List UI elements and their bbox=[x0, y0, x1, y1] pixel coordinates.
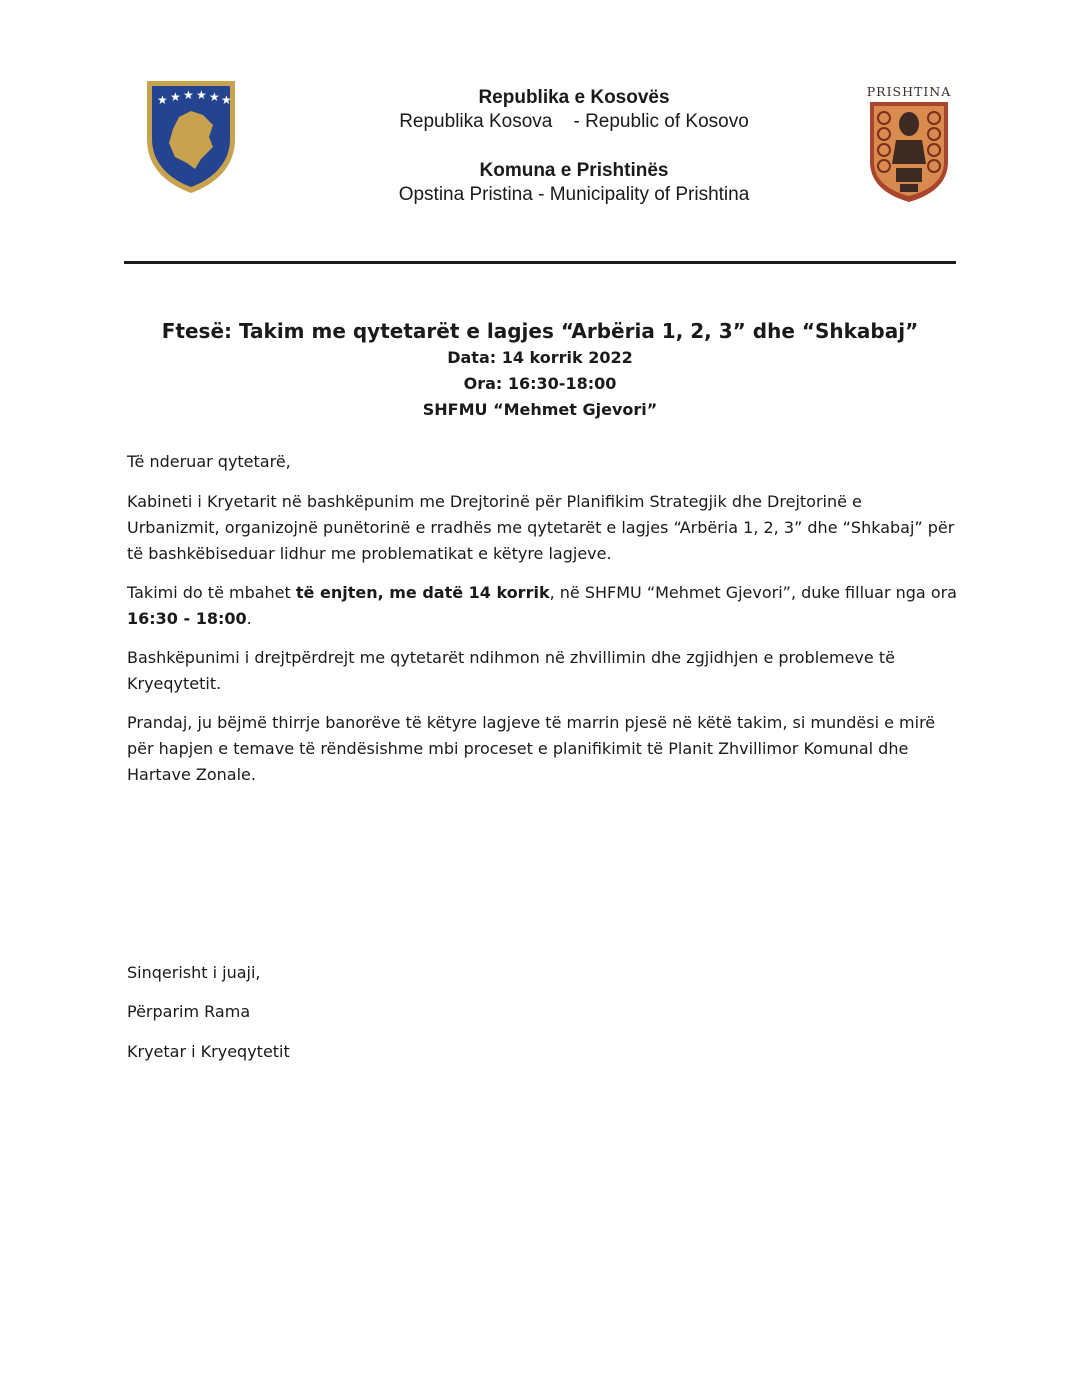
svg-text:★: ★ bbox=[196, 88, 207, 102]
kosovo-coat-of-arms-icon bbox=[143, 77, 239, 197]
republic-name-serbian-english: Republika Kosova - Republic of Kosovo bbox=[399, 111, 749, 132]
meeting-venue: SHFMU “Mehmet Gjevori” bbox=[422, 400, 658, 419]
header-divider bbox=[124, 261, 956, 264]
prishtina-emblem-icon bbox=[866, 84, 952, 204]
signatory-position: Kryetar i Kryeqytetit bbox=[127, 1042, 290, 1061]
paragraph-3: Bashkëpunimi i drejtpërdrejt me qytetarët ndihmon në zhvillimin dhe zgjidhjen e problemeve të Kryeqytetit. bbox=[127, 648, 895, 693]
svg-text:★: ★ bbox=[209, 90, 220, 104]
greeting: Të nderuar qytetarë, bbox=[127, 452, 291, 471]
municipality-name-serbian-english: Opstina Pristina - Municipality of Prishtina bbox=[398, 184, 750, 205]
svg-text:★: ★ bbox=[170, 90, 181, 104]
paragraph-2 bbox=[127, 580, 957, 632]
svg-text:★: ★ bbox=[221, 93, 232, 107]
closing-salutation: Sinqerisht i juaji, bbox=[127, 963, 261, 982]
paragraph-2-text-c: , në SHFMU “Mehmet Gjevori”, duke filluar nga ora bbox=[549, 583, 957, 602]
svg-text:★: ★ bbox=[183, 88, 194, 102]
signatory-name: Përparim Rama bbox=[127, 1002, 251, 1021]
paragraph-2-text-a: Takimi do të mbahet bbox=[127, 583, 296, 602]
paragraph-2-text-e: . bbox=[246, 609, 252, 628]
svg-text:★: ★ bbox=[157, 93, 168, 107]
meeting-day-emphasis: të enjten, me datë 14 korrik bbox=[295, 583, 550, 602]
letterhead bbox=[360, 86, 788, 207]
invitation-heading bbox=[124, 316, 956, 423]
municipality-name-albanian: Komuna e Prishtinës bbox=[479, 160, 669, 181]
paragraph-1: Kabineti i Kryetarit në bashkëpunim me Drejtorinë për Planifikim Strategjik dhe Drejtorinë e Urbanizmit, organizojnë punëtorinë e rradhës me qytetarët e lagjes “Arbëria 1, 2, 3” dhe “Shkabaj” për të bashkëbiseduar lidhur me problematikat e këtyre lagjeve. bbox=[127, 492, 955, 563]
invitation-title: Ftesë: Takim me qytetarët e lagjes “Arbëria 1, 2, 3” dhe “Shkabaj” bbox=[161, 319, 919, 343]
meeting-date: Data: 14 korrik 2022 bbox=[447, 348, 633, 367]
republic-name-albanian: Republika e Kosovës bbox=[478, 87, 670, 108]
prishtina-emblem-label: PRISHTINA bbox=[866, 84, 952, 99]
paragraph-4: Prandaj, ju bëjmë thirrje banorëve të këtyre lagjeve të marrin pjesë në këtë takim, si mundësi e mirë për hapjen e temave të rëndësishme mbi proceset e planifikimit të Planit Zhvillimor Komunal dhe Hartave Zonale. bbox=[127, 713, 936, 784]
meeting-time: Ora: 16:30-18:00 bbox=[463, 374, 617, 393]
meeting-hours-emphasis: 16:30 - 18:00 bbox=[127, 609, 247, 628]
